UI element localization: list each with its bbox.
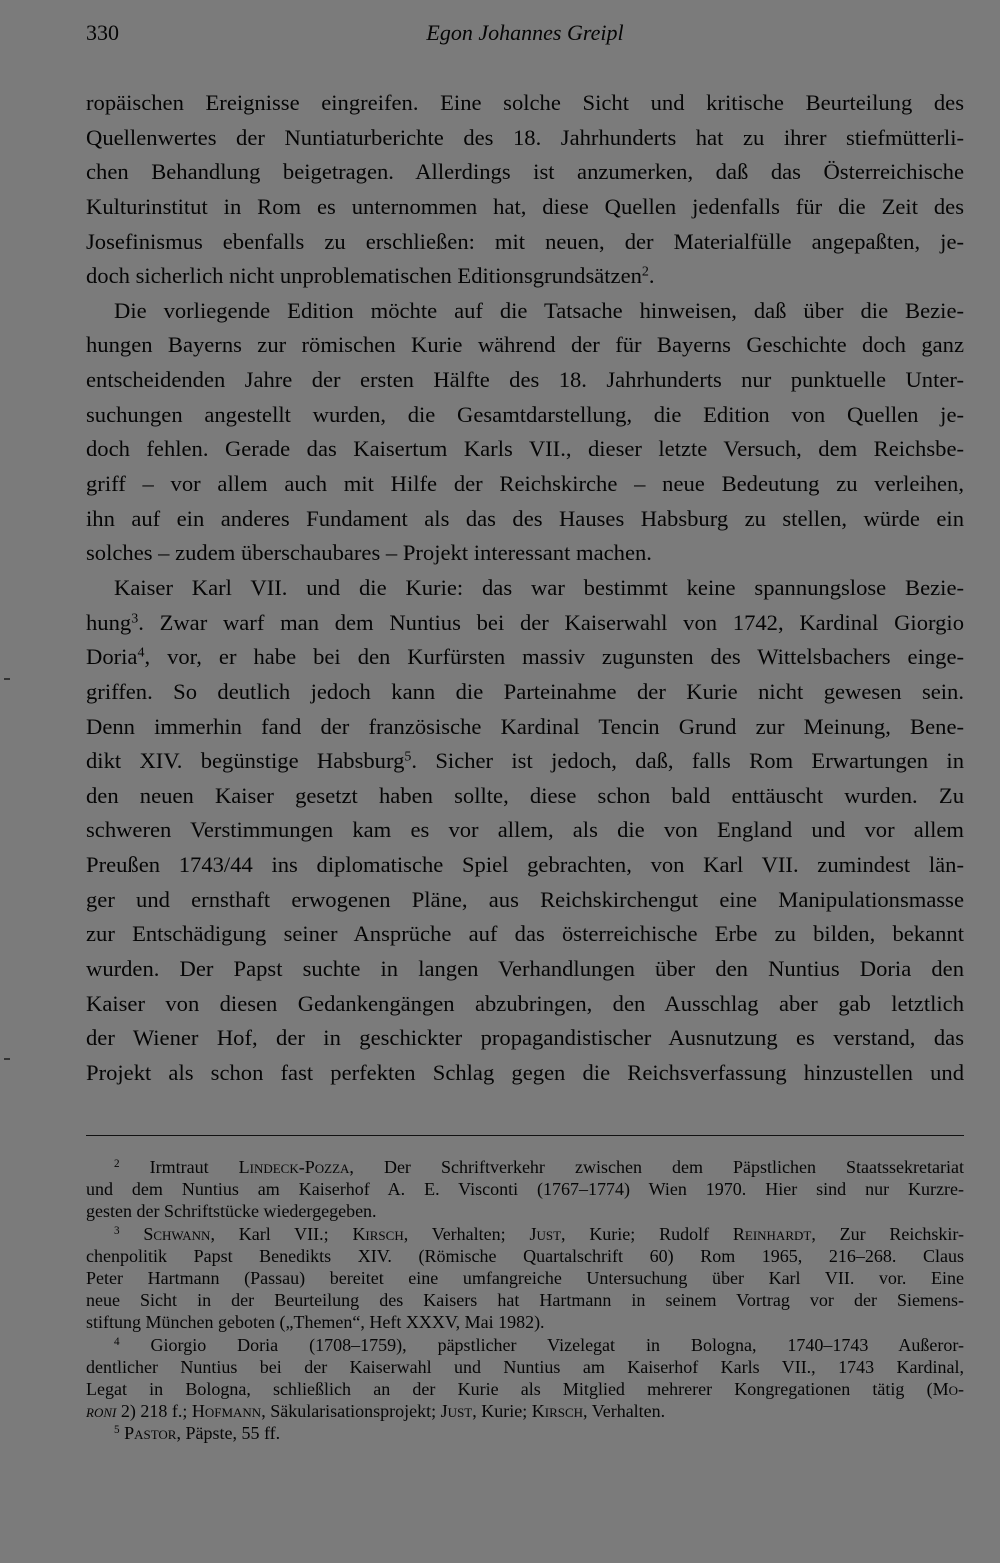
paragraph-start-line: Kaiser Karl VII. und die Kurie: das war bestimmt keine spannungslose Bezie-: [114, 574, 964, 600]
text-line: Preußen 1743/44 ins diplomatische Spiel gebrachten, von Karl VII. zumindest län-: [86, 852, 964, 878]
page-number: 330: [86, 20, 119, 45]
text-line: griffen. So deutlich jedoch kann die Parteinahme der Kurie nicht gewesen sein.: [86, 678, 964, 704]
author-name: Schwann: [143, 1223, 211, 1244]
text-line: Kaiser von diesen Gedankengängen abzubringen, den Ausschlag aber gab letztlich: [86, 990, 964, 1016]
footnote-line: gesten der Schriftstücke wiedergegeben.: [86, 1201, 377, 1222]
text-line: griff – vor allem auch mit Hilfe der Reichskirche – neue Bedeutung zu verleihen,: [86, 471, 964, 497]
author-name: Lindeck-Pozza: [238, 1157, 350, 1177]
footnote-2: $^2$ Irmtraut Lindeck-Pozza, Der Schriftverkehr zwischen dem Päpstlichen Staatssekretariat: [114, 1157, 964, 1177]
footnote-line: stiftung München geboten („Themen“, Heft XXXV, Mai 1982).: [86, 1312, 545, 1333]
author-name: Pastor: [124, 1423, 177, 1444]
author-name: Just: [440, 1401, 473, 1422]
footnote-line: neue Sicht in der Beurteilung des Kaisers hat Hartmann in seinem Vortrag vor der Siemens-: [86, 1290, 964, 1311]
text-line: hung$^3$. Zwar warf man dem Nuntius bei der Kaiserwahl von 1742, Kardinal Giorgio: [86, 609, 964, 635]
text-line: hungen Bayerns zur römischen Kurie während der für Bayerns Geschichte doch ganz: [86, 332, 964, 358]
text-line: suchungen angestellt wurden, die Gesamtdarstellung, die Edition von Quellen je-: [86, 401, 964, 427]
footnote-reference: 4: [137, 645, 145, 661]
footnote-line: und dem Nuntius am Kaiserhof A. E. Visconti (1767–1774) Wien 1970. Hier sind nur Kurzre-: [86, 1179, 964, 1200]
margin-mark: [4, 1058, 10, 1060]
footnote-marker: 2: [114, 1157, 120, 1170]
footnote-marker: 5: [114, 1424, 120, 1437]
footnotes: [86, 1156, 964, 1444]
text-line: ger und ernsthaft erwogenen Pläne, aus Reichskirchengut eine Manipulationsmasse: [86, 886, 964, 912]
footnote-reference: 5: [404, 749, 412, 765]
footnote-line: Legat in Bologna, schließlich an der Kurie als Mitglied mehrerer Kongregationen tätig (Mo-: [86, 1378, 964, 1399]
footnote-marker: 3: [114, 1224, 120, 1237]
text-line: der Wiener Hof, der in geschickter propagandistischer Ausnutzung es verstand, das: [86, 1025, 964, 1051]
author-name: roni: [86, 1401, 117, 1422]
footnote-reference: 3: [131, 610, 139, 626]
text-line: Josefinismus ebenfalls zu erschließen: mit neuen, der Materialfülle angepaßten, je-: [86, 228, 964, 254]
text-line: chen Behandlung beigetragen. Allerdings ist anzumerken, daß das Österreichische: [86, 159, 964, 185]
footnote-line: Peter Hartmann (Passau) bereitet eine umfangreiche Untersuchung über Karl VII. vor. Eine: [86, 1267, 964, 1288]
footnote-line: chenpolitik Papst Benedikts XIV. (Römische Quartalschrift 60) Rom 1965, 216–268. Claus: [86, 1245, 964, 1266]
running-head: [86, 20, 964, 54]
text-line: Quellenwertes der Nuntiaturberichte des 18. Jahrhunderts hat zu ihrer stiefmütterli-: [86, 124, 964, 150]
paragraph-start-line: Die vorliegende Edition möchte auf die Tatsache hinweisen, daß über die Bezie-: [114, 297, 964, 323]
author-name: Mo-: [932, 1378, 964, 1399]
footnote-reference: 2: [641, 264, 649, 280]
text-line: Kulturinstitut in Rom es unternommen hat, diese Quellen jedenfalls für die Zeit des: [86, 193, 964, 219]
footnote-5: $^5$ Pastor, Päpste, 55 ff.: [114, 1423, 281, 1444]
text-line: dikt XIV. begünstige Habsburg$^5$. Sicher ist jedoch, daß, falls Rom Erwartungen in: [86, 748, 964, 774]
author-name: Kirsch: [531, 1401, 584, 1422]
text-line: Denn immerhin fand der französische Kardinal Tencin Grund zur Meinung, Bene-: [86, 713, 964, 739]
main-text: [86, 86, 964, 1091]
margin-mark: [4, 678, 10, 680]
text-line: den neuen Kaiser gesetzt haben sollte, diese schon bald enttäuscht wurden. Zu: [86, 782, 964, 808]
author-name: Just: [529, 1223, 562, 1244]
author-name: Kirsch: [352, 1223, 404, 1244]
footnote-line: dentlicher Nuntius bei der Kaiserwahl und Nuntius am Kaiserhof Karls VII., 1743 Kardinal,: [86, 1356, 964, 1377]
footnote-3: $^3$ Schwann, Karl VII.; Kirsch, Verhalten; Just, Kurie; Rudolf Reinhardt, Zur Reichskir-: [114, 1223, 964, 1244]
text-line: doch sicherlich nicht unproblematischen Editionsgrundsätzen$^2$.: [86, 263, 655, 289]
author-name: Reinhardt: [732, 1223, 812, 1244]
text-line: Doria$^4$, vor, er habe bei den Kurfürsten massiv zugunsten des Wittelsbachers einge-: [86, 644, 964, 670]
text-line: ropäischen Ereignisse eingreifen. Eine solche Sicht und kritische Beurteilung des: [86, 90, 964, 115]
text-line: ihn auf ein anderes Fundament als das des Hauses Habsburg zu stellen, würde ein: [86, 505, 964, 531]
footnote-marker: 4: [114, 1335, 120, 1348]
running-title: Egon Johannes Greipl: [426, 20, 624, 45]
footnote-4: $^4$ Giorgio Doria (1708–1759), päpstlicher Vizelegat in Bologna, 1740–1743 Außeror-: [114, 1334, 965, 1355]
footnote-divider: [86, 1135, 964, 1136]
footnote-line: roni 2) 218 f.; Hofmann, Säkularisationsprojekt; Just, Kurie; Kirsch, Verhalten.: [86, 1401, 666, 1422]
text-line: zur Entschädigung seiner Ansprüche auf das österreichische Erbe zu bilden, bekannt: [86, 921, 964, 947]
text-line: solches – zudem überschaubares – Projekt interessant machen.: [86, 540, 652, 566]
text-line: schweren Verstimmungen kam es vor allem, als die von England und vor allem: [86, 817, 964, 843]
text-line: wurden. Der Papst suchte in langen Verhandlungen über den Nuntius Doria den: [86, 956, 964, 982]
text-line: entscheidenden Jahre der ersten Hälfte des 18. Jahrhunderts nur punktuelle Unter-: [86, 367, 964, 393]
text-line: Projekt als schon fast perfekten Schlag gegen die Reichsverfassung hinzustellen und: [86, 1059, 964, 1085]
text-line: doch fehlen. Gerade das Kaisertum Karls VII., dieser letzte Versuch, dem Reichsbe-: [86, 436, 964, 462]
author-name: Hofmann: [191, 1401, 262, 1422]
